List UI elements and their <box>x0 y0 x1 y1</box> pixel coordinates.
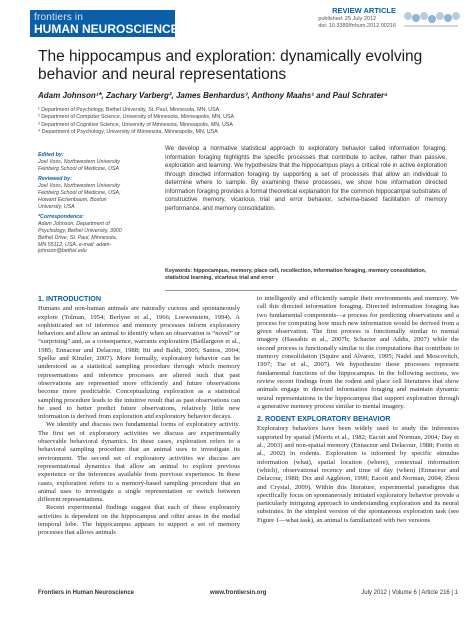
article-type: REVIEW ARTICLE <box>332 6 396 15</box>
footer-issue: July 2012 | Volume 6 | Article 216 | 1 <box>361 590 458 596</box>
editorial-info <box>38 148 123 255</box>
frontiers-logo-icon <box>400 8 462 32</box>
journal-brand <box>30 10 179 37</box>
body-column-right <box>257 295 459 525</box>
brand-line2: HUMAN NEUROSCIENCE <box>34 22 179 36</box>
affiliation-1: ¹ Department of Psychology, Bethel University, St. Paul, Minnesota, MN, USA <box>38 107 220 113</box>
doi: doi: 10.3389/fnhum.2012.00216 <box>318 22 396 29</box>
section-heading-introduction: 1. INTRODUCTION <box>38 294 102 303</box>
section-heading-rodent-exploratory-behavior: 2. RODENT EXPLORATORY BEHAVIOR <box>257 414 391 424</box>
keywords: Keywords: hippocampus, memory, place cell, recollection, information foraging, memory consolidation, statistical learning, vicarious trial and error <box>165 268 427 281</box>
footer-journal: Frontiers in Human Neuroscience <box>38 590 135 596</box>
reviewed-by-label: Reviewed by: <box>38 176 72 183</box>
paragraph: We identify and discuss two fundamental forms of exploratory activity. The first set of exploratory activities we discuss are experimentally observable behavioral dynamics. In these cases, exploration refers to a behavioral sampling procedure that an animal uses to investigate its environment. The second set of exploratory activities we discuss are representational dynamics that allow an animal to explore previous experience or the inferences available from previous experience. In these cases, exploration refers to a memory-based sampling procedure that an animal uses to investigate a single representation or switch between different representations. <box>38 421 240 504</box>
page-footer <box>38 590 458 600</box>
abstract: We develop a normative statistical approach to exploratory behavior called information foraging. Information foraging highlights the specific processes that contribute to active, rather than passive, exploration and learning. We hypothesize that the hippocampus plays a critical role in active exploration through directed information foraging by supporting a set of processes that allow an individual to determine where to sample. By examining these processes, we show how information directed information foraging provides a formal theoretical explanation for the common hippocampal substrates of constructive memory, vicarious trial and error behavior, schema-based facilitation of memory performance, and memory consolidation. <box>165 145 447 212</box>
paragraph: Exploratory behaviors have been widely used to study the inferences supported by spatial (Morris et al., 1982; Eacott and Norman, 2004; Day et al., 2003) and non-spatial memory (Ennaceur and Delacour, 1988; Fortin et al., 2002) in rodents. Exploration is informed by specific stimulus information (what), spatial location (where), contextual information (which), observational recency and time of day (when) (Ennaceur and Delacour, 1988; Dix and Aggleton, 1999; Eacott and Norman, 2004; Zhou and Crystal, 2009). Within this literature, experimental paradigms that specifically focus on spontaneously initiated exploratory behavior provide a particularly intriguing approach to understanding exploration and its neural substrates. In the simplest version of the spontaneous exploration task (see Figure 1—what task), an animal is familiarized with two versions <box>257 425 459 524</box>
section-divider <box>165 290 457 291</box>
affiliation-3: ³ Department of Cognitive Science, University of Minnesota, Minneapolis, MN, USA <box>38 121 233 128</box>
paragraph: Humans and non-human animals are naturally curious and spontaneously explore (Tolman, 1954; Berlyne et al., 1966; Loewenstein, 1994). A sophisticated set of inference and memory processes inform exploratory behaviors and allow an animal to identify when an observation is “novel” or “surprising” and, as a consequence, warrants exploration (Baillargeon et al., 1985; Ennaceur and Delacour, 1988; Itti and Baldi, 2005; Santos, 2004; Spelke and Kinzler, 2007). More formally, exploratory behavior can be understood as a statistical sampling procedure through which memory representations and inference processes are altered such that past observations are represented more efficiently and future observations become more predictable. Conceptualizing exploration as a statistical sampling procedure leads to the intuitive result that as past observations can be used to better predict future observations, relatively little new information is derived from exploration and exploratory behavior decays. <box>38 305 240 421</box>
affiliation-2: ² Department of Computer Science, University of Minnesota, Minneapolis, MN, USA <box>38 114 235 121</box>
reviewed-by-text: Joel Voss, Northwestern University Feinberg School of Medicine, USA; Howard Eichenbaum, Boston University, USA <box>38 183 121 210</box>
body-column-left <box>38 295 240 538</box>
published-date: published: 25 July 2012 <box>318 16 377 22</box>
correspondence-text: Adam Johnson, Department of Psychology, Bethel University, 3900 Bethel Drive, St. Paul, Minnesota, MN 55112, USA. e-mail: adam-johnson@bethel.edu <box>38 221 122 255</box>
paragraph: to intelligently and efficiently sample their environments and memory. We call this directed information foraging. Directed information foraging has two fundamental components—a process for predicting observations and a process for computing how much new information would be derived from a given observation. The first process is functionally similar to mental imagery (Hassabis et al., 2007b; Schacter and Addis, 2007) while the second process is functionally similar to the computations that contribute to memory consolidation (Squire and Alvarez, 1995; Nadel and Moscovitch, 1997; Tse et al., 2007). We hypothesize these processes represent fundamental functions of the hippocampus. In the following sections, we review recent findings from the rodent and place cell literatures that show animals engage in directed information foraging and maintain dynamic neural representations in the hippocampus that support exploration through a generative memory process similar to mental imagery. <box>257 295 459 410</box>
publication-info <box>318 16 396 29</box>
brand-line1: frontiers in <box>34 12 84 23</box>
paragraph: Recent experimental findings suggest that each of these exploratory activities is dependent on the hippocampus and other areas in the medial temporal lobe. The hippocampus appears to support a set of memory processes that allows animals <box>38 504 240 537</box>
journal-header <box>0 0 474 48</box>
edited-by-label: Edited by: <box>38 152 64 158</box>
edited-by-text: Joel Voss, Northwestern University Feinberg School of Medicine, USA <box>38 158 120 172</box>
affiliation-4: ⁴ Department of Psychology, University of Minnesota, Minneapolis, MN, USA <box>38 129 218 136</box>
author-list: Adam Johnson¹*, Zachary Varberg², James Benhardus³, Anthony Maahs¹ and Paul Schrater⁴ <box>38 91 388 100</box>
article-title: The hippocampus and exploration: dynamically evolving behavior and neural representations <box>38 48 423 83</box>
affiliations <box>38 107 458 137</box>
footer-website[interactable]: www.frontiersin.org <box>210 590 267 596</box>
correspondence-label: *Correspondence: <box>38 214 84 221</box>
